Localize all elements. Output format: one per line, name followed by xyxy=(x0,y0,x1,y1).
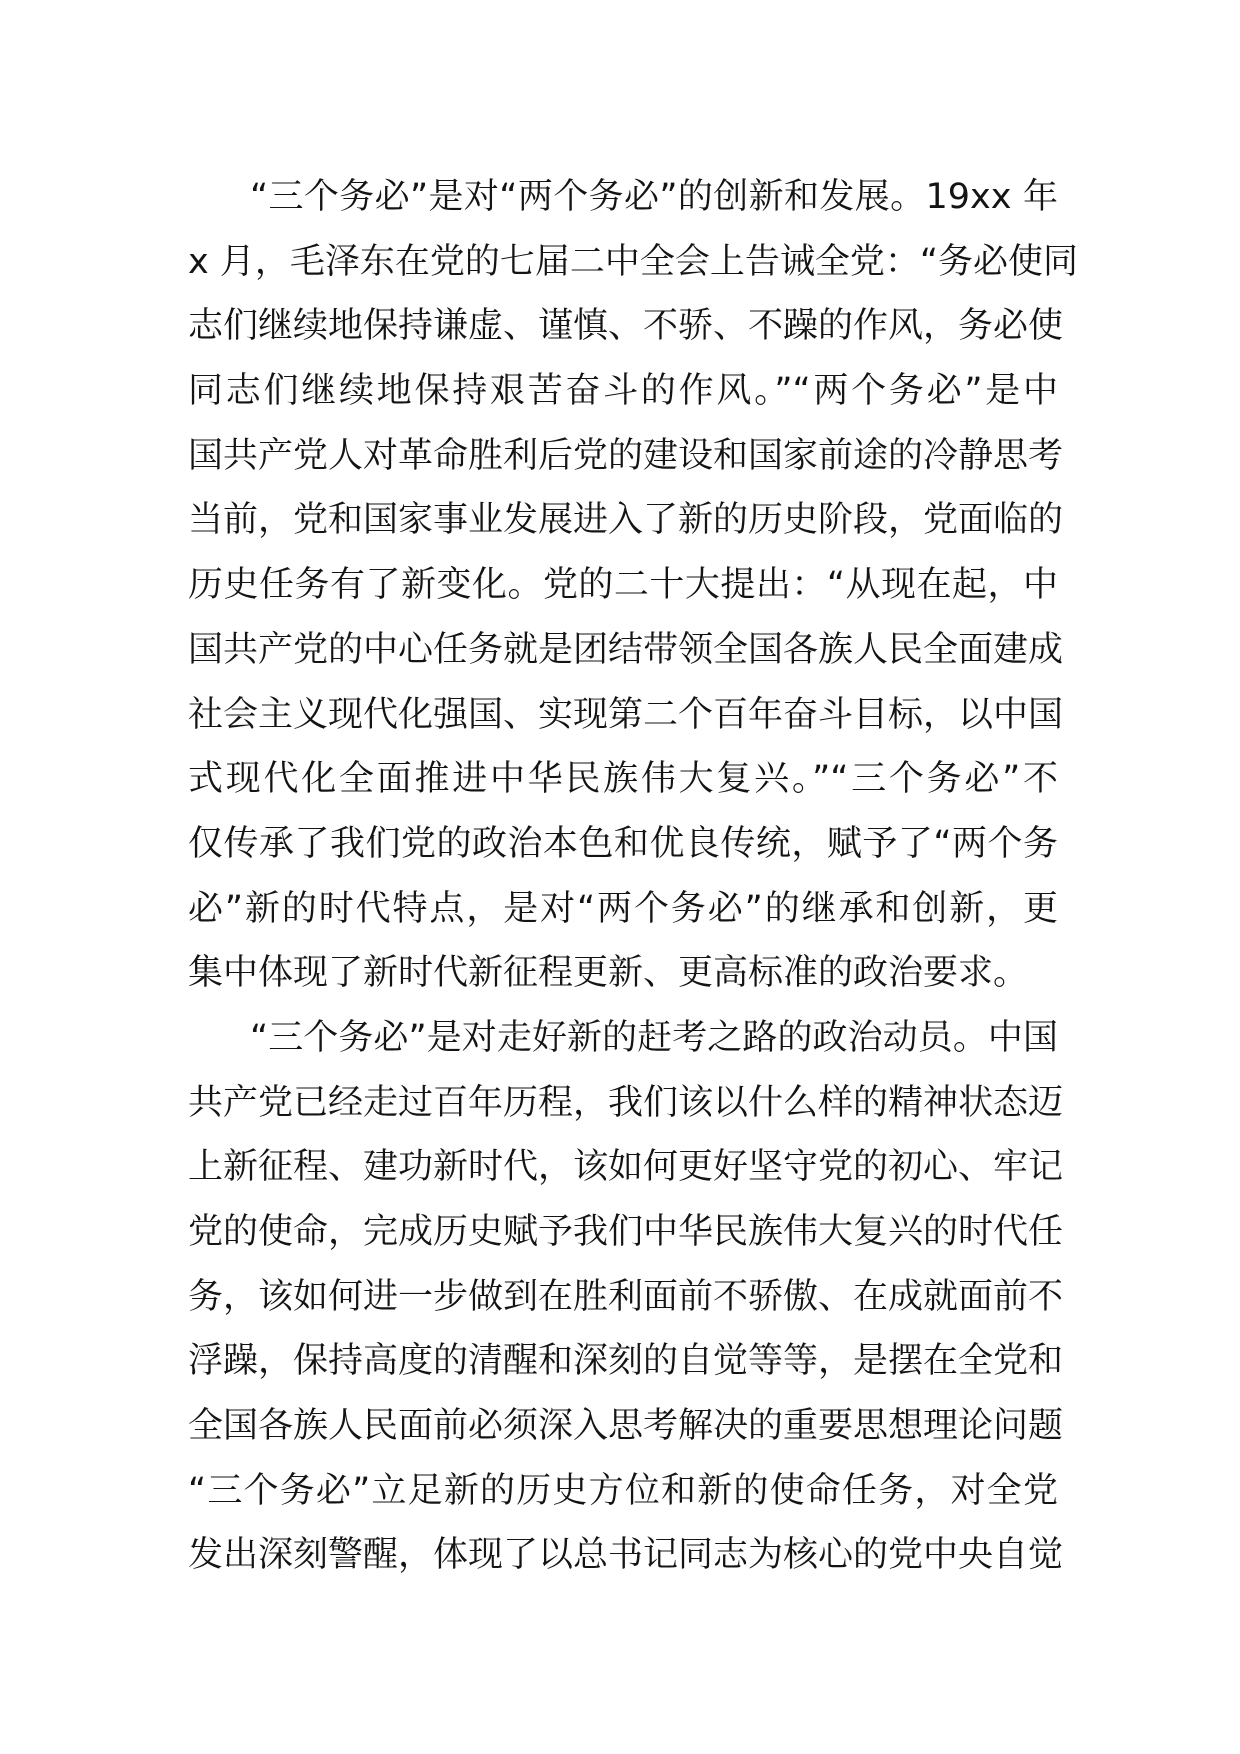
paragraph-1-line-1: “三个务必”是对“两个务必”的创新和发展。19xx 年 xyxy=(250,177,1058,217)
paragraph-1-line-8: 国共产党的中心任务就是团结带领全国各族人民全面建成 xyxy=(188,629,1064,670)
paragraph-2-line-9: 发出深刻警醒，体现了以总书记同志为核心的党中央自觉 xyxy=(188,1535,1064,1576)
paragraph-1-line-7: 历史任务有了新变化。党的二十大提出：“从现在起，中 xyxy=(188,565,1058,606)
paragraph-2-line-7: 全国各族人民面前必须深入思考解决的重要思想理论问题 xyxy=(188,1406,1064,1447)
paragraph-1-line-10: 式现代化全面推进中华民族伟大复兴。”“三个务必”不 xyxy=(188,759,1058,800)
paragraph-2-line-2: 共产党已经走过百年历程，我们该以什么样的精神状态迈 xyxy=(188,1082,1064,1123)
paragraph-2-line-5: 务，该如何进一步做到在胜利面前不骄傲、在成就面前不 xyxy=(188,1276,1064,1317)
paragraph-1-line-9: 社会主义现代化强国、实现第二个百年奋斗目标，以中国 xyxy=(188,694,1064,735)
paragraph-1-line-3: 志们继续地保持谦虚、谨慎、不骄、不躁的作风，务必使 xyxy=(188,306,1064,347)
paragraph-1-line-6: 当前，党和国家事业发展进入了新的历史阶段，党面临的 xyxy=(188,500,1064,541)
paragraph-1-line-5: 国共产党人对革命胜利后党的建设和国家前途的冷静思考 xyxy=(188,435,1064,476)
paragraph-2-line-4: 党的使命，完成历史赋予我们中华民族伟大复兴的时代任 xyxy=(188,1212,1064,1252)
paragraph-1-line-13: 集中体现了新时代新征程更新、更高标准的政治要求。 xyxy=(188,953,1029,994)
paragraph-2-line-1: “三个务必”是对走好新的赶考之路的政治动员。中国 xyxy=(250,1017,1058,1058)
paragraph-1-line-11: 仅传承了我们党的政治本色和优良传统，赋予了“两个务 xyxy=(188,823,1058,864)
paragraph-1-line-4: 同志们继续地保持艰苦奋斗的作风。”“两个务必”是中 xyxy=(188,371,1058,412)
paragraph-2-line-3: 上新征程、建功新时代，该如何更好坚守党的初心、牢记 xyxy=(188,1147,1064,1188)
paragraph-2-line-8: “三个务必”立足新的历史方位和新的使命任务，对全党 xyxy=(188,1470,1058,1511)
paragraph-1-line-2: x 月，毛泽东在党的七届二中全会上告诫全党：“务必使同 xyxy=(188,241,1078,282)
paragraph-2-line-6: 浮躁，保持高度的清醒和深刻的自觉等等，是摆在全党和 xyxy=(188,1341,1064,1382)
document-body xyxy=(188,165,1078,1588)
paragraph-1-line-12: 必”新的时代特点，是对“两个务必”的继承和创新，更 xyxy=(188,888,1058,929)
